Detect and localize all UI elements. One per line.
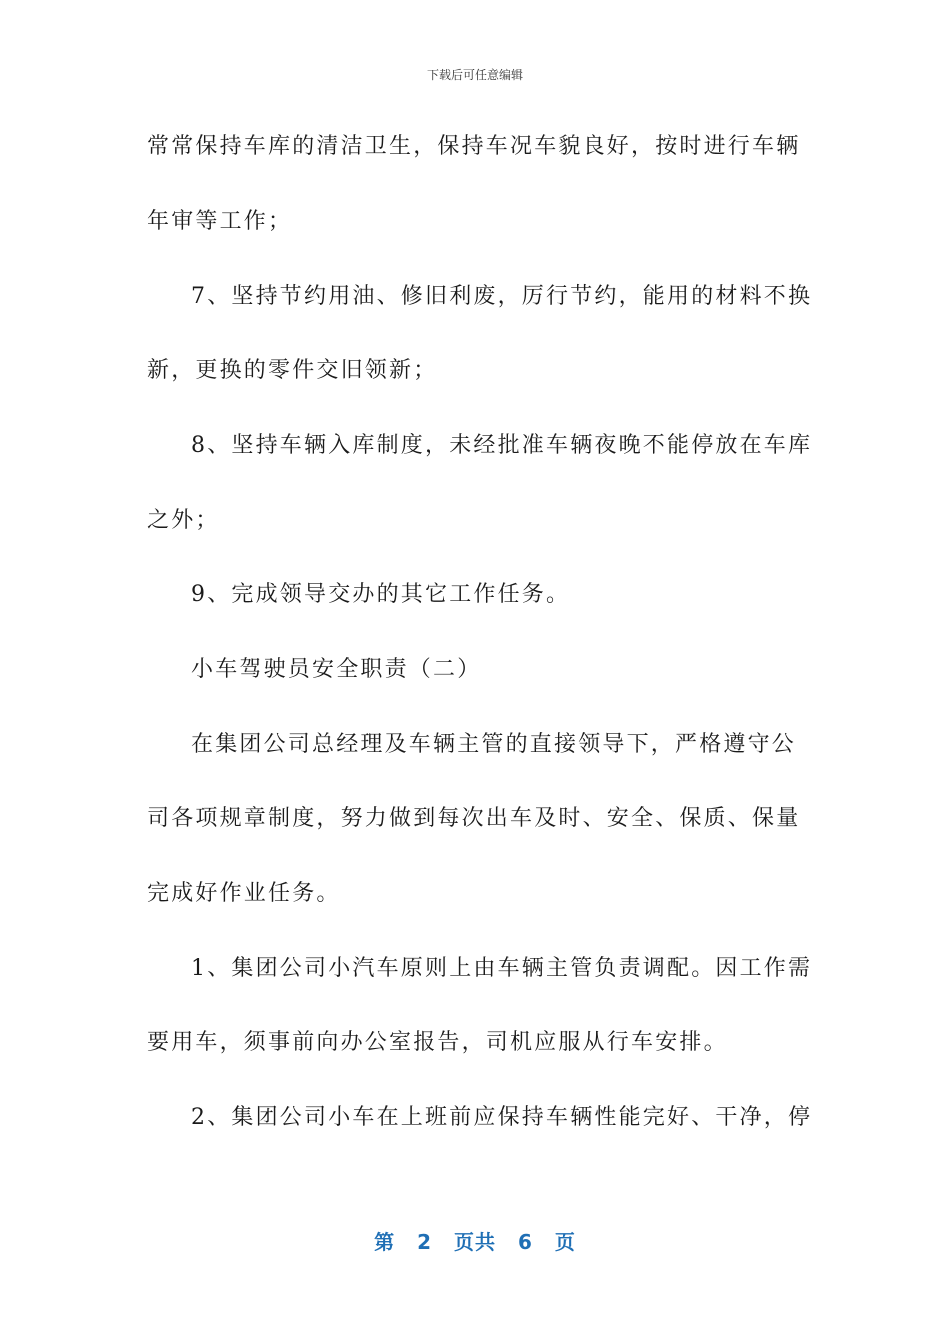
text-line: 常常保持车库的清洁卫生，保持车况车貌良好，按时进行车辆 xyxy=(147,134,801,159)
text-line: 之外； xyxy=(147,508,220,533)
text-line: 新，更换的零件交旧领新； xyxy=(147,358,438,383)
footer-prefix: 第 xyxy=(374,1230,396,1254)
header-note: 下载后可任意编辑 xyxy=(426,68,523,82)
text-line: 完成好作业任务。 xyxy=(147,881,341,906)
text-line: 7、坚持节约用油、修旧利废，厉行节约，能用的材料不换 xyxy=(191,284,813,309)
footer-total-pages: 6 xyxy=(518,1230,533,1254)
text-line: 9、完成领导交办的其它工作任务。 xyxy=(191,582,571,607)
text-line: 要用车，须事前向办公室报告，司机应服从行车安排。 xyxy=(147,1030,728,1055)
text-line: 8、坚持车辆入库制度，未经批准车辆夜晚不能停放在车库 xyxy=(191,433,813,458)
text-line: 1、集团公司小汽车原则上由车辆主管负责调配。因工作需 xyxy=(191,956,813,981)
section-heading: 小车驾驶员安全职责（二） xyxy=(191,657,482,682)
page-footer xyxy=(0,1226,950,1255)
text-line: 在集团公司总经理及车辆主管的直接领导下，严格遵守公 xyxy=(191,732,797,757)
footer-middle: 页共 xyxy=(454,1230,496,1254)
footer-suffix: 页 xyxy=(554,1230,576,1254)
footer-current-page: 2 xyxy=(417,1230,432,1254)
text-line: 年审等工作； xyxy=(147,209,293,234)
text-line: 司各项规章制度，努力做到每次出车及时、安全、保质、保量 xyxy=(147,806,801,831)
text-line: 2、集团公司小车在上班前应保持车辆性能完好、干净，停 xyxy=(191,1105,813,1130)
